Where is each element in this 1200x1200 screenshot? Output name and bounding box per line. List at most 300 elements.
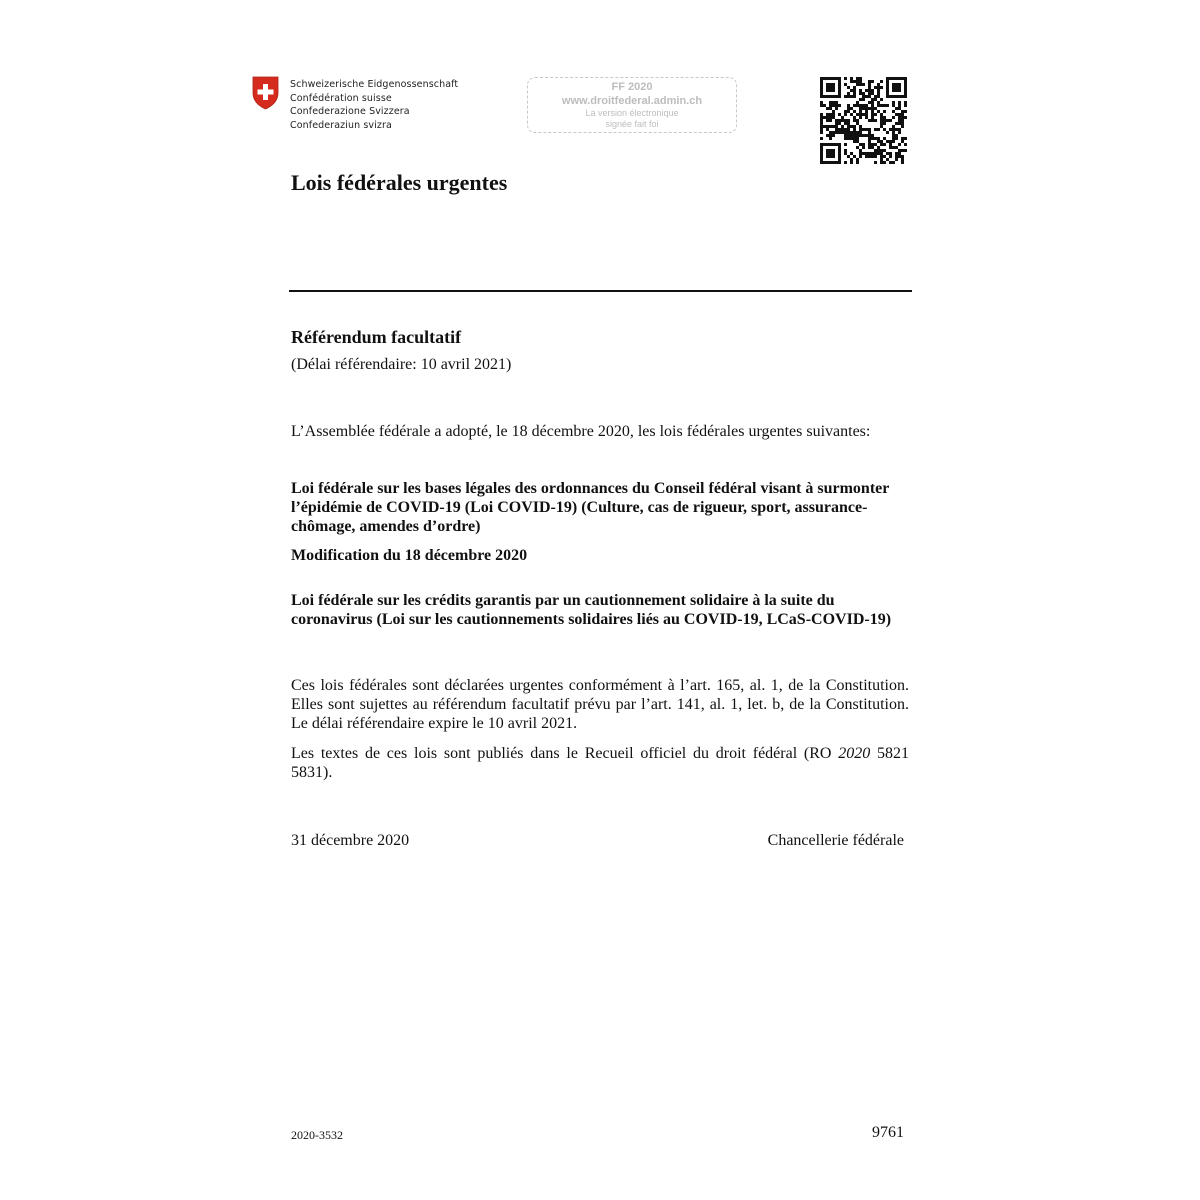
qr-module [874, 107, 877, 110]
qr-module [844, 137, 847, 140]
qr-module [865, 134, 868, 137]
qr-module [823, 95, 826, 98]
qr-module [877, 92, 880, 95]
qr-module [889, 143, 892, 146]
qr-module [889, 161, 892, 164]
qr-module [889, 140, 892, 143]
qr-module [874, 161, 877, 164]
qr-module [859, 125, 862, 128]
qr-module [847, 137, 850, 140]
qr-module [829, 113, 832, 116]
qr-module [898, 104, 901, 107]
qr-module [874, 137, 877, 140]
qr-module [829, 116, 832, 119]
qr-module [829, 119, 832, 122]
qr-module [829, 131, 832, 134]
qr-module [862, 128, 865, 131]
qr-module [880, 152, 883, 155]
qr-module [892, 116, 895, 119]
qr-module [874, 86, 877, 89]
qr-module [829, 77, 832, 80]
qr-module [886, 140, 889, 143]
qr-module [832, 134, 835, 137]
qr-module [856, 113, 859, 116]
qr-module [889, 128, 892, 131]
qr-module [847, 128, 850, 131]
qr-module [859, 83, 862, 86]
qr-module [850, 161, 853, 164]
qr-module [874, 143, 877, 146]
qr-module [889, 95, 892, 98]
qr-module [880, 161, 883, 164]
qr-module [850, 89, 853, 92]
qr-module [820, 89, 823, 92]
qr-module [886, 80, 889, 83]
qr-module [826, 152, 829, 155]
qr-module [883, 110, 886, 113]
qr-module [901, 158, 904, 161]
qr-module [835, 161, 838, 164]
qr-module [871, 137, 874, 140]
qr-module [868, 146, 871, 149]
qr-module [832, 143, 835, 146]
qr-module [877, 104, 880, 107]
qr-module [862, 104, 865, 107]
qr-module [904, 149, 907, 152]
qr-module [820, 149, 823, 152]
qr-module [826, 95, 829, 98]
qr-module [856, 137, 859, 140]
qr-module [898, 89, 901, 92]
qr-module [877, 110, 880, 113]
qr-module [880, 86, 883, 89]
qr-module [904, 95, 907, 98]
qr-module [874, 152, 877, 155]
qr-module [898, 116, 901, 119]
qr-module [868, 92, 871, 95]
qr-module [838, 77, 841, 80]
qr-module [892, 161, 895, 164]
qr-module [895, 83, 898, 86]
qr-module [838, 80, 841, 83]
qr-module [889, 146, 892, 149]
qr-module [895, 89, 898, 92]
qr-module [871, 116, 874, 119]
qr-module [820, 155, 823, 158]
qr-module [829, 83, 832, 86]
qr-module [850, 137, 853, 140]
qr-module [901, 77, 904, 80]
qr-module [877, 86, 880, 89]
qr-module [901, 161, 904, 164]
qr-module [826, 161, 829, 164]
qr-module [826, 113, 829, 116]
qr-module [883, 143, 886, 146]
qr-module [847, 86, 850, 89]
qr-module [856, 161, 859, 164]
qr-module [838, 128, 841, 131]
qr-module [901, 137, 904, 140]
qr-module [835, 125, 838, 128]
qr-module [901, 125, 904, 128]
qr-module [838, 161, 841, 164]
qr-module [832, 95, 835, 98]
qr-module [850, 134, 853, 137]
qr-module [880, 158, 883, 161]
qr-module [853, 95, 856, 98]
qr-module [844, 113, 847, 116]
qr-module [820, 119, 823, 122]
qr-module [847, 95, 850, 98]
qr-module [898, 128, 901, 131]
qr-module [880, 143, 883, 146]
qr-module [871, 92, 874, 95]
qr-module [892, 86, 895, 89]
qr-module [838, 158, 841, 161]
qr-module [829, 149, 832, 152]
qr-module [838, 104, 841, 107]
qr-module [865, 155, 868, 158]
qr-module [871, 119, 874, 122]
qr-module [820, 101, 823, 104]
qr-module [829, 107, 832, 110]
qr-module [847, 119, 850, 122]
issuing-authority: Chancellerie fédérale [767, 832, 904, 849]
qr-module [838, 122, 841, 125]
qr-module [895, 107, 898, 110]
qr-module [871, 146, 874, 149]
qr-module [820, 161, 823, 164]
qr-module [868, 134, 871, 137]
qr-module [889, 155, 892, 158]
qr-module [832, 161, 835, 164]
qr-module [850, 131, 853, 134]
qr-module [883, 122, 886, 125]
qr-module [844, 95, 847, 98]
qr-module [835, 143, 838, 146]
qr-module [826, 143, 829, 146]
qr-module [877, 95, 880, 98]
qr-module [820, 122, 823, 125]
qr-module [838, 89, 841, 92]
qr-module [898, 143, 901, 146]
qr-module [844, 110, 847, 113]
qr-module [820, 143, 823, 146]
qr-module [820, 131, 823, 134]
qr-module [874, 113, 877, 116]
qr-module [856, 158, 859, 161]
qr-module [829, 155, 832, 158]
qr-module [853, 134, 856, 137]
qr-module [853, 125, 856, 128]
qr-module [844, 134, 847, 137]
qr-module [886, 119, 889, 122]
qr-module [859, 104, 862, 107]
qr-module [895, 134, 898, 137]
qr-module [880, 116, 883, 119]
qr-module [871, 134, 874, 137]
qr-module [883, 104, 886, 107]
qr-module [901, 155, 904, 158]
qr-module [856, 101, 859, 104]
qr-module [832, 152, 835, 155]
qr-module [856, 119, 859, 122]
qr-module [904, 137, 907, 140]
qr-module [892, 146, 895, 149]
qr-module [826, 77, 829, 80]
qr-module [823, 161, 826, 164]
qr-module [904, 77, 907, 80]
qr-module [874, 119, 877, 122]
qr-module [853, 104, 856, 107]
qr-module [904, 110, 907, 113]
qr-module [862, 146, 865, 149]
qr-module [880, 122, 883, 125]
qr-module [865, 116, 868, 119]
qr-module [892, 110, 895, 113]
qr-module [877, 146, 880, 149]
qr-module [859, 80, 862, 83]
qr-module [877, 128, 880, 131]
qr-module [838, 143, 841, 146]
qr-module [832, 83, 835, 86]
qr-module [826, 149, 829, 152]
qr-module [838, 86, 841, 89]
qr-module [841, 131, 844, 134]
qr-module [853, 116, 856, 119]
qr-module [880, 149, 883, 152]
qr-module [850, 158, 853, 161]
qr-module [898, 113, 901, 116]
qr-module [850, 107, 853, 110]
qr-module [904, 101, 907, 104]
qr-module [844, 77, 847, 80]
qr-module [820, 104, 823, 107]
qr-module [829, 143, 832, 146]
qr-module [829, 161, 832, 164]
qr-module [898, 83, 901, 86]
qr-module [892, 77, 895, 80]
qr-module [844, 122, 847, 125]
qr-module [868, 101, 871, 104]
qr-module [895, 77, 898, 80]
qr-module [889, 152, 892, 155]
qr-module [889, 119, 892, 122]
qr-module [835, 104, 838, 107]
publication-paragraph [291, 744, 909, 782]
qr-module [880, 140, 883, 143]
qr-module [853, 110, 856, 113]
section-title: Référendum facultatif [291, 327, 462, 347]
qr-module [868, 143, 871, 146]
qr-module [877, 152, 880, 155]
stamp-line-authoritative: signée fait foi [605, 119, 659, 129]
qr-module [844, 83, 847, 86]
qr-module [853, 140, 856, 143]
qr-module [868, 86, 871, 89]
law-title-cautionnements: Loi fédérale sur les crédits garantis par un cautionnement solidaire à la suite du coronavirus (Loi sur les cautionnements solidaires liés au COVID-19, LCaS-COVID-19) [291, 592, 892, 628]
qr-module [838, 155, 841, 158]
qr-module [859, 98, 862, 101]
qr-module [886, 131, 889, 134]
qr-module [841, 128, 844, 131]
qr-module [829, 134, 832, 137]
qr-module [862, 98, 865, 101]
qr-module [832, 116, 835, 119]
qr-module [829, 101, 832, 104]
qr-module [844, 149, 847, 152]
qr-module [883, 128, 886, 131]
qr-module [898, 86, 901, 89]
qr-module [904, 80, 907, 83]
qr-module [901, 95, 904, 98]
qr-module [859, 110, 862, 113]
qr-module [892, 134, 895, 137]
qr-module [901, 149, 904, 152]
qr-module [880, 98, 883, 101]
qr-module [871, 101, 874, 104]
qr-module [829, 86, 832, 89]
qr-module [898, 107, 901, 110]
qr-module [844, 128, 847, 131]
qr-module [844, 152, 847, 155]
qr-module [850, 80, 853, 83]
qr-module [904, 89, 907, 92]
qr-module [856, 122, 859, 125]
qr-module [820, 77, 823, 80]
qr-module [823, 125, 826, 128]
qr-module [820, 95, 823, 98]
qr-module [874, 95, 877, 98]
qr-module [859, 134, 862, 137]
qr-module [868, 137, 871, 140]
qr-module [832, 125, 835, 128]
qr-module [856, 140, 859, 143]
qr-module [901, 140, 904, 143]
qr-module [835, 107, 838, 110]
qr-module [847, 125, 850, 128]
confederation-line-fr: Confédération suisse [290, 92, 392, 104]
qr-module [901, 119, 904, 122]
qr-module [832, 77, 835, 80]
qr-module [898, 155, 901, 158]
qr-module [892, 101, 895, 104]
qr-module [856, 80, 859, 83]
qr-module [820, 116, 823, 119]
law-title-covid19: Loi fédérale sur les bases légales des ordonnances du Conseil fédéral visant à surmonter l’épidémie de COVID-19 (Loi COVID-19) (Culture, cas de rigueur, sport, assurance-chômage, amendes d’ordre) [291, 480, 890, 535]
qr-module [871, 155, 874, 158]
qr-module [832, 155, 835, 158]
qr-module [853, 131, 856, 134]
swiss-coat-of-arms-icon [252, 76, 279, 110]
qr-module [856, 83, 859, 86]
qr-module [850, 152, 853, 155]
qr-module [859, 152, 862, 155]
qr-module [871, 104, 874, 107]
qr-module [820, 92, 823, 95]
qr-module [856, 134, 859, 137]
qr-module [898, 149, 901, 152]
qr-module [880, 80, 883, 83]
qr-module [829, 137, 832, 140]
qr-module [892, 95, 895, 98]
qr-module [826, 155, 829, 158]
qr-module [853, 128, 856, 131]
qr-module [859, 131, 862, 134]
qr-module [877, 149, 880, 152]
qr-module [865, 107, 868, 110]
confederation-line-de: Schweizerische Eidgenossenschaft [290, 79, 459, 90]
qr-module [853, 119, 856, 122]
qr-module [871, 152, 874, 155]
qr-module [895, 122, 898, 125]
qr-module [898, 95, 901, 98]
qr-module [835, 95, 838, 98]
qr-module [859, 113, 862, 116]
qr-module [859, 155, 862, 158]
qr-module [874, 155, 877, 158]
qr-module [862, 143, 865, 146]
qr-module [826, 89, 829, 92]
qr-module [871, 110, 874, 113]
qr-module [901, 113, 904, 116]
qr-module [901, 110, 904, 113]
qr-module [889, 77, 892, 80]
qr-module [838, 119, 841, 122]
qr-module [892, 104, 895, 107]
qr-module [865, 95, 868, 98]
qr-module [862, 152, 865, 155]
qr-module [835, 119, 838, 122]
qr-module [832, 101, 835, 104]
qr-module [832, 131, 835, 134]
qr-module [859, 92, 862, 95]
document-reference: 2020-3532 [291, 1128, 343, 1142]
qr-module [832, 113, 835, 116]
qr-module [895, 86, 898, 89]
qr-module [835, 122, 838, 125]
qr-module [868, 155, 871, 158]
qr-code-icon [820, 77, 907, 164]
qr-module [865, 152, 868, 155]
qr-module [880, 113, 883, 116]
qr-module [844, 143, 847, 146]
qr-module [823, 104, 826, 107]
qr-module [886, 104, 889, 107]
qr-module [862, 95, 865, 98]
qr-module [826, 116, 829, 119]
qr-module [850, 95, 853, 98]
qr-module [841, 125, 844, 128]
qr-module [835, 101, 838, 104]
qr-module [826, 119, 829, 122]
qr-module [826, 86, 829, 89]
qr-module [874, 128, 877, 131]
qr-module [886, 77, 889, 80]
qr-module [844, 119, 847, 122]
qr-module [847, 104, 850, 107]
qr-module [883, 149, 886, 152]
qr-module [892, 137, 895, 140]
qr-module [838, 92, 841, 95]
qr-module [847, 92, 850, 95]
qr-module [838, 146, 841, 149]
qr-module [877, 137, 880, 140]
qr-module [868, 131, 871, 134]
qr-module [880, 155, 883, 158]
qr-module [835, 77, 838, 80]
publication-text-prefix: Les textes de ces lois sont publiés dans le Recueil officiel du droit fédéral (RO [291, 745, 839, 762]
